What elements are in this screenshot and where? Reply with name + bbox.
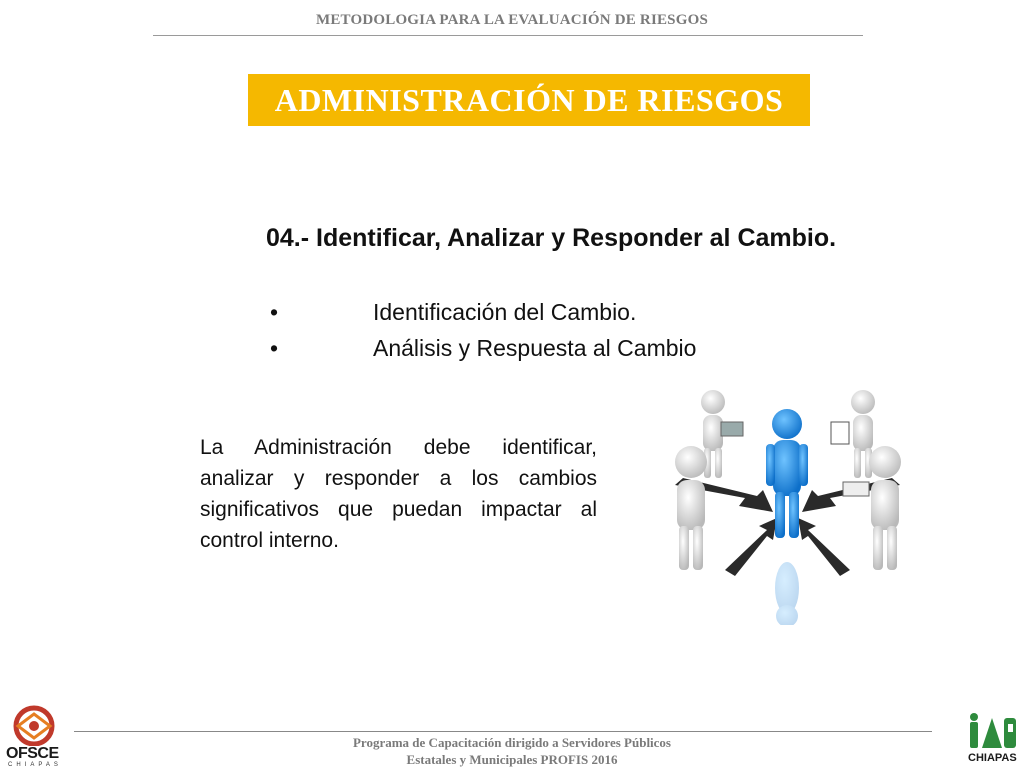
ofsce-logo-text: OFSCE: [6, 745, 59, 762]
people-around-leader-icon: [655, 380, 920, 625]
iap-logo-text: CHIAPAS: [968, 752, 1017, 764]
footer-divider: [74, 731, 932, 732]
iap-chiapas-logo: [966, 712, 1022, 768]
bullet-text: Análisis y Respuesta al Cambio: [373, 335, 697, 361]
bullet-item: [266, 294, 696, 330]
bullet-marker: •: [270, 335, 279, 361]
bullet-list: [266, 294, 696, 366]
bullet-item: [266, 330, 696, 366]
iap-emblem-icon: [966, 712, 1020, 750]
header-title: METODOLOGIA PARA LA EVALUACIÓN DE RIESGOS: [315, 12, 709, 28]
ofsce-logo: [4, 704, 68, 768]
footer-line-2: Estatales y Municipales PROFIS 2016: [406, 752, 618, 767]
footer-line-1: Programa de Capacitación dirigido a Servidores Públicos: [352, 735, 671, 750]
banner-title: ADMINISTRACIÓN DE RIESGOS: [274, 81, 784, 118]
title-banner: [248, 74, 810, 126]
bullet-text: Identificación del Cambio.: [373, 299, 637, 325]
bullet-marker: •: [270, 299, 279, 325]
header-divider: [153, 35, 863, 36]
footer-text: [0, 734, 1024, 768]
body-paragraph: La Administración debe identificar, analizar y responder a los cambios significativos que puedan impactar al control interno.: [200, 436, 597, 552]
section-heading: 04.- Identificar, Analizar y Responder al Cambio.: [266, 224, 837, 252]
ofsce-logo-subtext: CHIAPAS: [8, 762, 62, 768]
ofsce-emblem-icon: [4, 704, 68, 746]
